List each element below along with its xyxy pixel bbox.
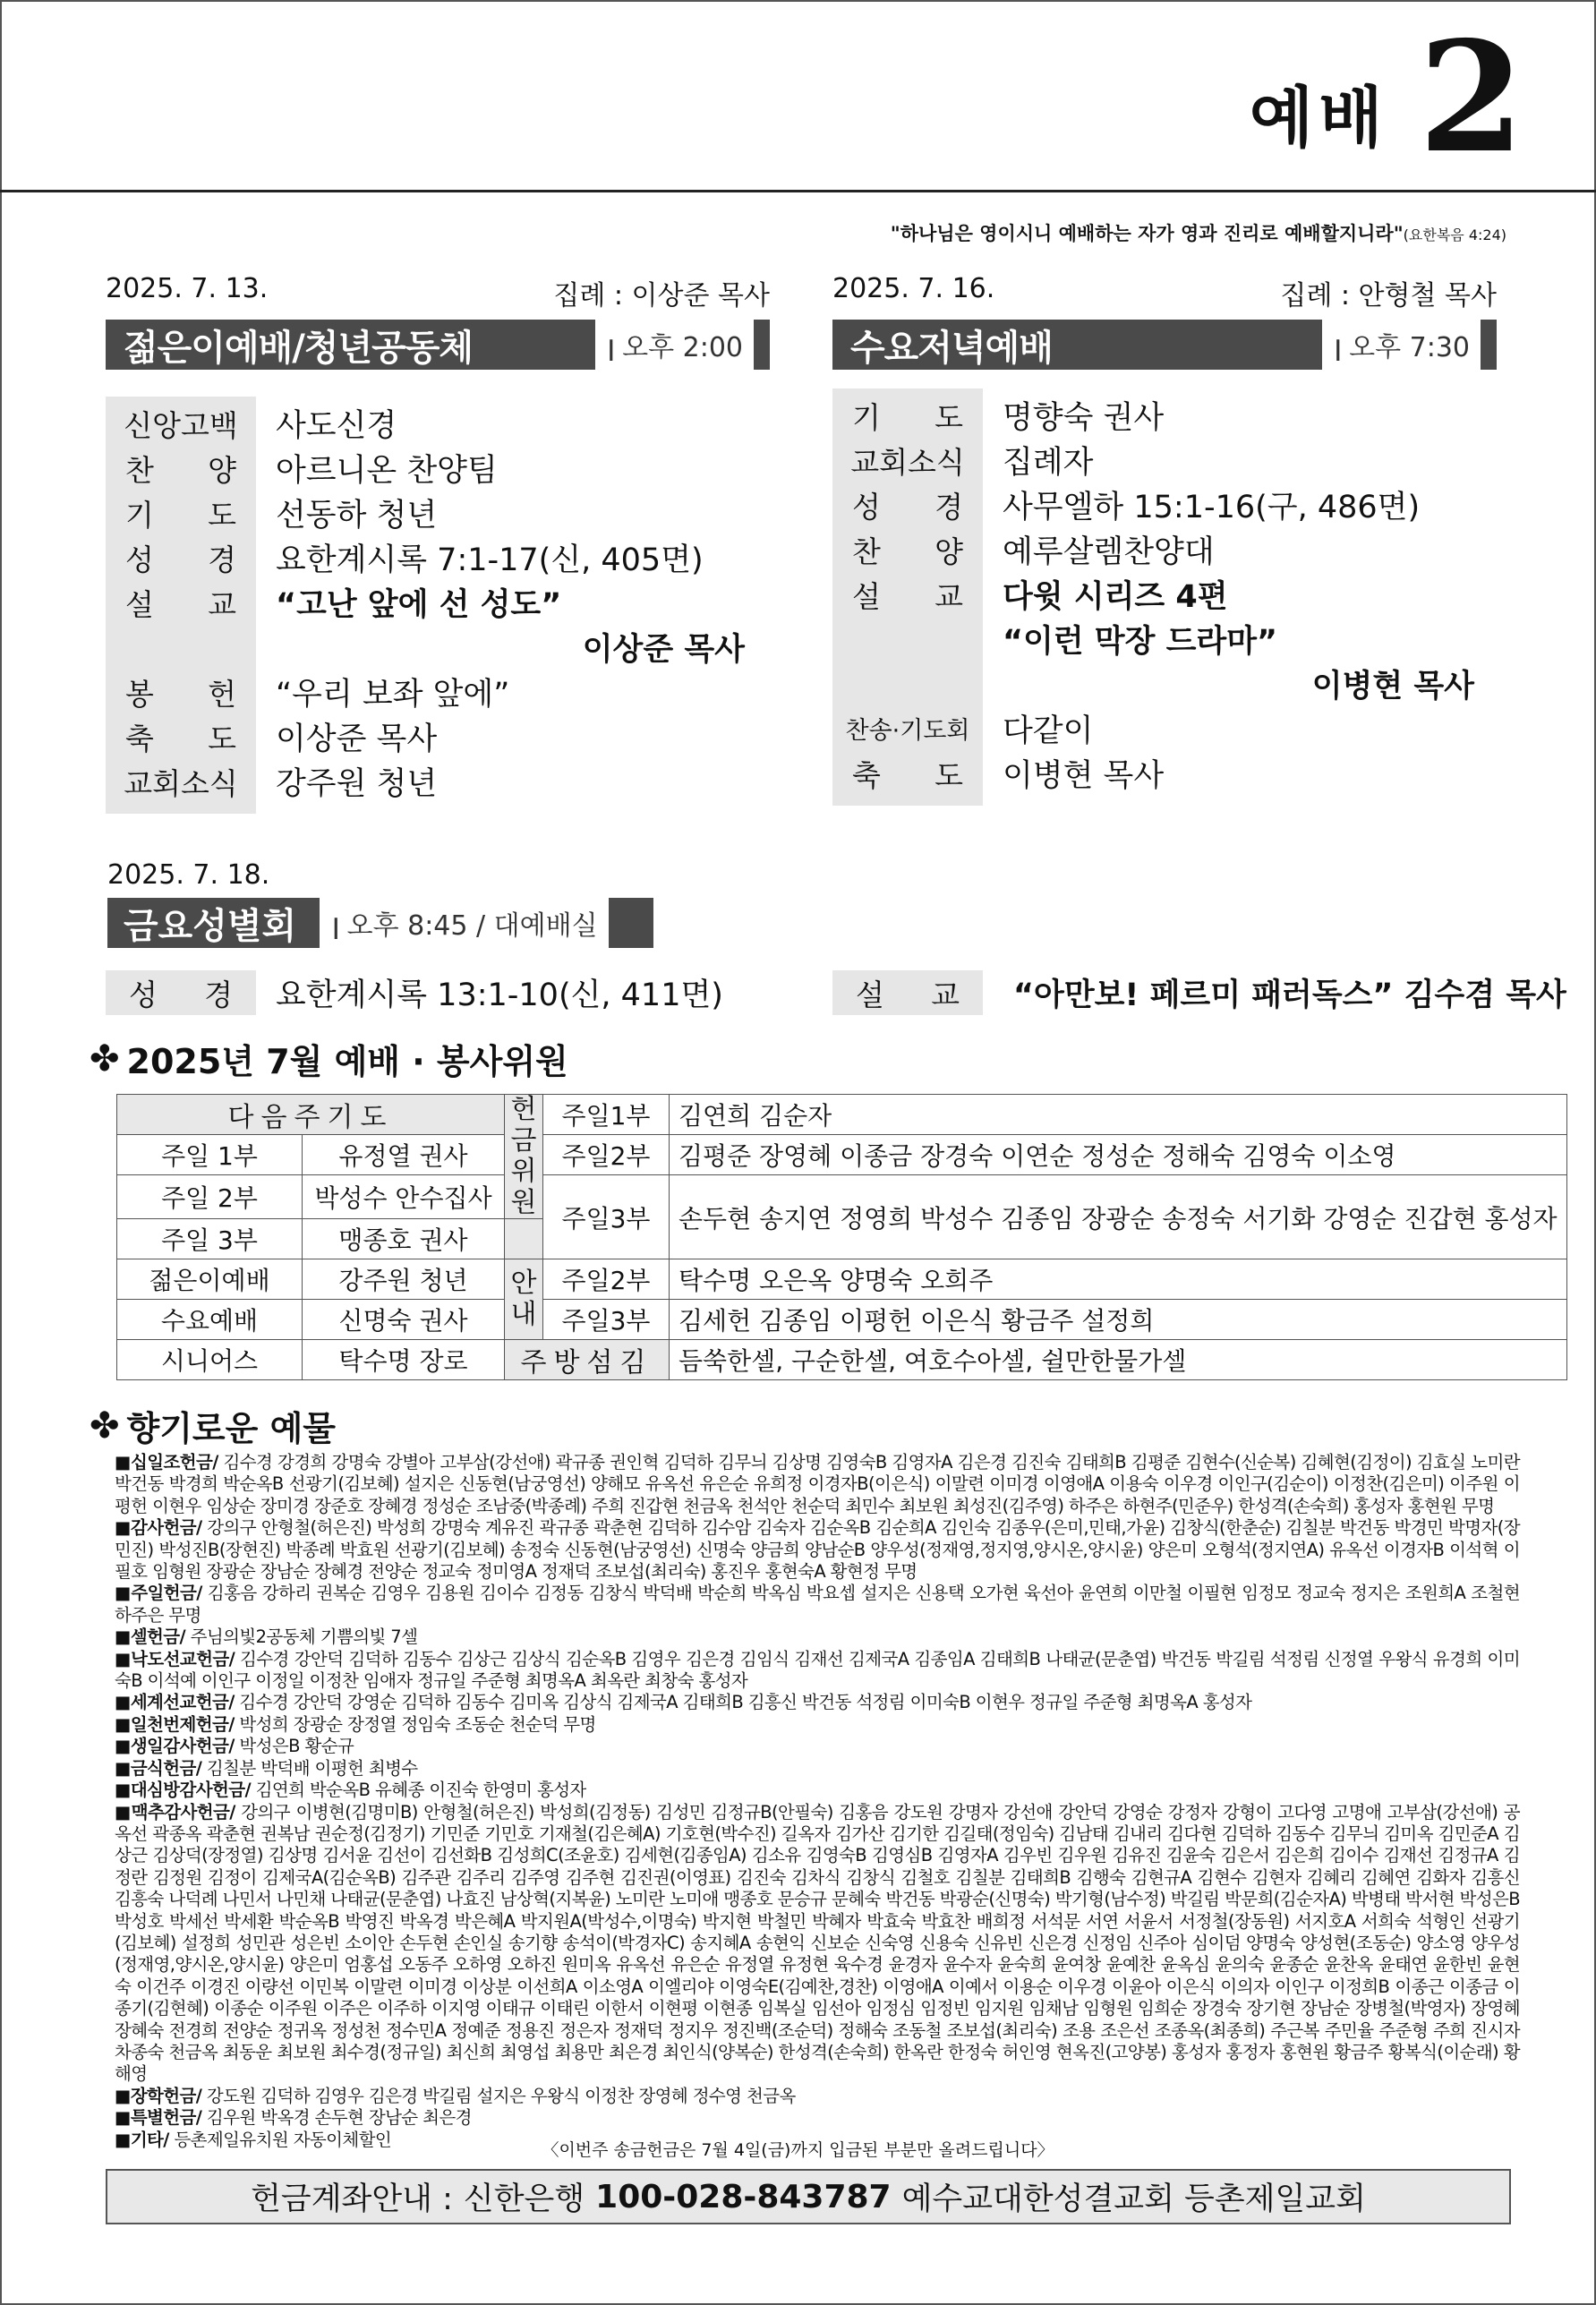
- duty-service: 주일1부: [543, 1095, 670, 1135]
- offering-list: [115, 1452, 1520, 2151]
- label-news: 교회소식: [124, 766, 238, 801]
- order-value: 사무엘하 15:1-16(구, 486면): [1003, 490, 1421, 525]
- wednesday-time: ┃ 오후 7:30: [1322, 320, 1481, 370]
- offering-group: [115, 1692, 1520, 1713]
- group-names: 김연희 박순옥B 유혜종 이진숙 한영미 홍성자: [255, 1780, 586, 1801]
- friday-title-bar: [107, 898, 653, 948]
- duty-people: 김세헌 김종임 이평헌 이은식 황금주 설정희: [670, 1300, 1567, 1340]
- group-names: 박성은B 황순규: [239, 1736, 354, 1757]
- prayer-service: 수요예배: [117, 1300, 303, 1340]
- sunday-order-labels: [106, 397, 256, 814]
- duty-table: [116, 1094, 1567, 1380]
- offering-group: [115, 1736, 1520, 1757]
- duty-title: 2025년 7월 예배 · 봉사위원: [126, 1042, 568, 1081]
- friday-time: ┃ 오후 8:45 / 대예배실: [320, 898, 608, 948]
- duty-service: 주일2부: [543, 1259, 670, 1300]
- friday-scripture: [106, 970, 723, 1015]
- sermon-title: “이런 막장 드라마”: [1003, 624, 1278, 660]
- wednesday-order-values: [983, 388, 1499, 806]
- wednesday-leader: 집례 : 안형철 목사: [1280, 280, 1497, 312]
- usher-label: 안 내: [505, 1259, 543, 1340]
- friday-name: 금요성별회: [124, 905, 297, 947]
- account-number: 100-028-843787: [595, 2178, 892, 2215]
- offering-group: [115, 2086, 1520, 2107]
- label-prayer: 기 도: [852, 400, 963, 435]
- sermon-series: 다윗 시리즈 4편: [1003, 579, 1228, 615]
- order-value: 집례자: [1003, 445, 1094, 481]
- sermon-title: “고난 앞에 선 성도”: [276, 587, 562, 623]
- label-sermon: 설 교: [852, 579, 963, 614]
- duty-service: 주일2부: [543, 1135, 670, 1175]
- group-names: 강의구 안형철(허은진) 박성희 강명숙 계유진 곽규종 곽춘현 김덕하 김수암 김숙자 김순옥B 김순희A 김인숙 김종우(은미,민태,가윤) 김창식(한춘순) 김칠분 박건동 박경민 박명자(장민진) 박성진B(장현진) 박종례 박효원 선광기(김보혜) 송정숙 신동현(남궁영선) 신명숙 양금희 양남순B 양우성(정재영,정지영,양시온,양시윤) 양은미 오형석(정지연A) 유옥선 이경자B 이석혁 이필호 임형원 장광순 장남순 장혜경 전양순 정교숙 정미영A 정재덕 조보섭(최리숙) 홍진우 홍현숙A 황현정 무명: [115, 1517, 1520, 1583]
- group-names: 박성희 장광순 장정열 정임숙 조동순 천순덕 무명: [239, 1713, 596, 1735]
- group-label: ■금식헌금/: [115, 1757, 202, 1779]
- page-title: [1249, 8, 1524, 187]
- kitchen-label: 주방섬김: [505, 1340, 670, 1380]
- group-names: 주님의빛2공동체 기쁨의빛 7셀: [190, 1626, 418, 1648]
- prayer-person: 유정열 권사: [303, 1135, 505, 1175]
- group-names: 김우원 박옥경 손두현 장남순 최은경: [206, 2107, 472, 2129]
- label-blank: [832, 619, 983, 664]
- sermon-preacher: 이병현 목사: [1311, 669, 1474, 704]
- verse-ref: (요한복음 4:24): [1403, 226, 1506, 243]
- group-names: 김칠분 박덕배 이평헌 최병수: [206, 1757, 418, 1779]
- offering-group: [115, 1780, 1520, 1801]
- clover-icon: ✤: [90, 1404, 120, 1447]
- prayer-header: 다음주기도: [117, 1095, 505, 1135]
- group-names: 김수경 강안덕 김덕하 김동수 김상근 김상식 김순옥B 김영우 김은경 김임식 김재선 김제국A 김종임A 김태희B 나태균(문춘엽) 박건동 박길림 석정림 신정열 우왕식 유경희 이미숙B 이석예 이인구 이정일 이정찬 임애자 정규일 주준형 최명옥A 최옥란 최창숙 홍성자: [115, 1648, 1520, 1692]
- offering-note: 〈이번주 송금헌금은 7월 4일(금)까지 입금된 부분만 올려드립니다〉: [542, 2140, 1054, 2160]
- order-value: 사도신경: [276, 408, 397, 444]
- label-blank: [106, 627, 256, 672]
- prayer-service: 주일 1부: [117, 1135, 303, 1175]
- duty-people: 김연희 김순자: [670, 1095, 1567, 1135]
- duty-section-title: [90, 1034, 568, 1083]
- prayer-service: 주일 2부: [117, 1175, 303, 1219]
- order-value: 예루살렘찬양대: [1003, 534, 1215, 570]
- offering-label: 헌 금 위 원: [505, 1095, 543, 1219]
- offering-group: [115, 1583, 1520, 1626]
- order-value: “우리 보좌 앞에”: [276, 677, 510, 713]
- duty-people: 탁수명 오은옥 양명숙 오희주: [670, 1259, 1567, 1300]
- label-praise: 찬 양: [125, 453, 236, 488]
- page-number: 2: [1418, 8, 1524, 187]
- label-benediction: 축 도: [852, 758, 963, 793]
- sunday-title-bar: [106, 320, 770, 370]
- group-names: 강의구 이병현(김명미B) 안형철(허은진) 박성희(김정동) 김성민 김정규B(안필숙) 김홍음 강도원 강명자 강선애 강안덕 강영순 강정자 강형이 고다영 고명애 고부삼(강선애) 공옥선 곽종옥 곽춘현 권복남 권순정(김정기) 기민준 기민호 기재철(김은혜A) 기호현(박수진) 길옥자 김가산 김기한 김길태(정임숙) 김남태 김내리 김다현 김덕하 김동수 김무늬 김미옥 김민준A 김상근 김상덕(장정열) 김상명 김서윤 김선이 김선화B 김성희C(조윤호) 김세현(김종임A) 김소유 김영숙B 김영심B 김영자A 김우빈 김우원 김유진 김윤숙 김은서 김은희 김이수 김재선 김정규A 김정란 김정원 김정이 김제국A(김순옥B) 김주관 김주리 김주영 김주현 김진권(이영표) 김진숙 김차식 김창식 김철호 김칠분 김태희B 김행숙 김현규A 김현수 김현자 김혜리 김혜연 김화자 김흥신 김흥숙 나덕례 나민서 나민채 나태균(문춘엽) 나효진 남상혁(지복윤) 노미란 노미애 맹종호 문승규 문혜숙 박건동 박광순(신명숙) 박기형(남수정) 박길림 박문희(김순자A) 박병태 박서현 박성은B 박성호 박세선 박세환 박순옥B 박영진 박옥경 박은혜A 박지원A(박성수,이명숙) 박지현 박철민 박혜자 박효숙 박효찬 배희정 서석문 서연 서윤서 서정철(장동원) 서지호A 서희숙 석형인 선광기(김보혜) 설정희 성민관 성은빈 소이안 손두현 손인실 송기향 송석이(박경자C) 송지혜A 송현익 신보순 신숙영 신용숙 신유빈 신은경 신정임 신주아 심이덤 양명숙 양성현(조동순) 양소영 양우성(정재영,양시온,양시윤) 양은미 엄홍섭 오동주 오하영 오하진 원미옥 유옥선 유은순 유정열 유정현 육수경 윤경자 윤수자 윤숙희 윤여창 윤예찬 윤옥심 윤의숙 윤종순 윤찬옥 윤태연 윤한빈 윤현숙 이건주 이경진 이량선 이민복 이말련 이미경 이상분 이선희A 이소영A 이엘리야 이영숙E(김예찬,경찬) 이영애A 이예서 이용순 이우경 이윤아 이은식 이의자 이인구 이정희B 이종근 이종금 이종기(김현혜) 이종순 이주원 이주은 이주하 이지영 이태규 이태린 이한서 이현평 이현종 임복실 임선아 임정심 임정빈 임지원 임채남 임형원 임희순 장경숙 장기현 장남순 장병철(박영자) 장영혜 장혜숙 전경희 전양순 정귀옥 정성천 정수민A 정예준 정용진 정은자 정재덕 정지우 정진백(조순덕) 정해숙 조동철 조보섭(최리숙) 조용 조은선 조종옥(최종희) 주근복 주민율 주준형 주희 진시자 차종숙 천금옥 최동운 최보원 최수경(정규일) 최신희 최영섭 최용만 최은경 최인식(양복순) 한성격(손숙희) 한옥란 한정숙 허인영 현옥진(고양봉) 홍성자 홍정자 홍현원 황금주 황복식(이순래) 황해영: [115, 1801, 1520, 2085]
- wednesday-title-bar: [832, 320, 1497, 370]
- prayer-service: 시니어스: [117, 1340, 303, 1380]
- group-label: ■기타/: [115, 2129, 169, 2150]
- order-value: 아르니온 찬양팀: [276, 453, 498, 489]
- sunday-service: [106, 273, 770, 370]
- label-sermon: 설 교: [125, 587, 236, 622]
- duty-people: 손두현 송지연 정영희 박성수 김종임 장광순 송정숙 서기화 강영순 진갑현 홍성자: [670, 1175, 1567, 1259]
- label-news: 교회소식: [850, 445, 965, 480]
- offering-group: [115, 1452, 1520, 1517]
- wednesday-service: [832, 273, 1497, 370]
- order-value: 이병현 목사: [1003, 758, 1165, 794]
- label-scripture: 성 경: [852, 490, 963, 525]
- order-value: 강주원 청년: [276, 766, 438, 802]
- group-names: 김수경 강안덕 강영순 김덕하 김동수 김미옥 김상식 김제국A 김태희B 김흥신 박건동 석정림 이미숙B 이현우 정규일 주준형 최명옥A 홍성자: [239, 1692, 1252, 1713]
- group-names: 김수경 강경희 강명숙 강별아 고부삼(강선애) 곽규종 권인혁 김덕하 김무늬 김상명 김영숙B 김영자A 김은경 김진숙 김태희B 김평준 김현수(신순복) 김혜현(김정이) 김효실 노미란 박건동 박경희 박순옥B 선광기(김보혜) 설지은 신동현(남궁영선) 양해모 유옥선 유은순 유희정 이경자B(이은식) 이말련 이미경 이영애A 이용숙 이우경 이인구(김순이) 이정찬(김은미) 이주원 이평헌 이현우 임상순 장미경 장준호 장혜경 정성순 조남중(박종례) 주희 진갑현 천금옥 천석안 천순덕 최민수 최보원 최성진(김주영) 하주은 하현주(민준우) 한성격(손숙희) 홍성자 홍현원 무명: [115, 1452, 1520, 1516]
- group-label: ■세계선교헌금/: [115, 1692, 235, 1713]
- order-value: 다같이: [1003, 713, 1094, 749]
- sunday-leader: 집례 : 이상준 목사: [553, 280, 770, 312]
- group-label: ■낙도선교헌금/: [115, 1648, 235, 1669]
- header-rule: [0, 190, 1596, 192]
- sermon-preacher: 이상준 목사: [582, 632, 745, 668]
- page-title-word: 예배: [1249, 80, 1388, 158]
- account-bank: 신한은행: [463, 2181, 585, 2217]
- offering-group: [115, 2107, 1520, 2129]
- group-names: 등촌제일유치원 자동이체할인: [174, 2129, 392, 2150]
- sunday-order-values: [256, 397, 770, 814]
- group-label: ■십일조헌금/: [115, 1452, 218, 1473]
- offering-label-tail: [505, 1219, 543, 1259]
- order-value: 이상준 목사: [276, 721, 438, 757]
- label-benediction: 축 도: [125, 721, 236, 756]
- prayer-person: 신명숙 권사: [303, 1300, 505, 1340]
- offering-group: [115, 1649, 1520, 1693]
- group-label: ■생일감사헌금/: [115, 1736, 235, 1757]
- offering-title: 향기로운 예물: [126, 1409, 336, 1448]
- offering-group: [115, 1626, 1520, 1648]
- group-names: 강도원 김덕하 김영우 김은경 박길림 설지은 우왕식 이정찬 장영혜 정수영 천금옥: [206, 2085, 796, 2106]
- group-label: ■특별헌금/: [115, 2107, 202, 2129]
- friday-scripture-value: 요한계시록 13:1-10(신, 411면): [276, 977, 723, 1013]
- group-label: ■감사헌금/: [115, 1517, 202, 1539]
- order-value: 명향숙 권사: [1003, 400, 1165, 436]
- offering-section-title: [90, 1401, 336, 1450]
- account-label: 헌금계좌안내 :: [251, 2181, 453, 2217]
- prayer-service: 주일 3부: [117, 1219, 303, 1259]
- sunday-name: 젊은이예배/청년공동체: [124, 327, 474, 369]
- prayer-person: 강주원 청년: [303, 1259, 505, 1300]
- duty-service: 주일3부: [543, 1300, 670, 1340]
- account-holder: 예수교대한성결교회 등촌제일교회: [901, 2181, 1366, 2217]
- group-label: ■일천번제헌금/: [115, 1713, 235, 1735]
- offering-group: [115, 1802, 1520, 2086]
- label-praise: 찬 양: [852, 534, 963, 569]
- offering-group: [115, 1714, 1520, 1736]
- group-label: ■맥추감사헌금/: [115, 1801, 235, 1823]
- label-offering: 봉 헌: [125, 677, 236, 712]
- account-box: [106, 2169, 1511, 2224]
- wednesday-order-labels: [832, 388, 983, 806]
- friday-sermon: [832, 970, 1566, 1015]
- label-prayer: 기 도: [125, 498, 236, 533]
- sunday-time: ┃ 오후 2:00: [595, 320, 754, 370]
- friday-date: 2025. 7. 18.: [107, 859, 270, 891]
- sunday-order: [106, 397, 770, 814]
- kitchen-cells: 듬쑥한셀, 구순한셀, 여호수아셀, 쉴만한물가셀: [670, 1340, 1567, 1380]
- group-names: 김홍음 강하리 권복순 김영우 김용원 김이수 김정동 김창식 박덕배 박순희 박옥심 박요셉 설지은 신용택 오가현 육선아 윤연희 이만철 이필현 임정모 정교숙 정지은 조원희A 조철현 하주은 무명: [115, 1583, 1520, 1626]
- group-label: ■셀헌금/: [115, 1626, 186, 1648]
- wednesday-name: 수요저녁예배: [850, 327, 1053, 369]
- group-label: ■장학헌금/: [115, 2085, 202, 2106]
- wednesday-date: 2025. 7. 16.: [832, 273, 995, 304]
- duty-people: 김평준 장영혜 이종금 장경숙 이연순 정성순 정해숙 김영숙 이소영: [670, 1135, 1567, 1175]
- prayer-service: 젊은이예배: [117, 1259, 303, 1300]
- header-verse: [891, 219, 1506, 246]
- wednesday-order: [832, 388, 1499, 806]
- clover-icon: ✤: [90, 1037, 120, 1080]
- group-label: ■주일헌금/: [115, 1583, 202, 1604]
- label-confession: 신앙고백: [124, 408, 238, 443]
- prayer-person: 맹종호 권사: [303, 1219, 505, 1259]
- label-sermon: 설 교: [832, 970, 983, 1015]
- offering-group: [115, 1758, 1520, 1780]
- order-value: 요한계시록 7:1-17(신, 405면): [276, 542, 704, 578]
- order-value: 선동하 청년: [276, 498, 438, 534]
- friday-service: [107, 859, 644, 948]
- verse-text: "하나님은 영이시니 예배하는 자가 영과 진리로 예배할지니라": [890, 223, 1404, 244]
- friday-sermon-value: “아만보! 페르미 패러독스” 김수겸 목사: [1013, 977, 1566, 1013]
- label-scripture: 성 경: [106, 970, 256, 1015]
- label-scripture: 성 경: [125, 542, 236, 577]
- prayer-person: 탁수명 장로: [303, 1340, 505, 1380]
- label-hymn-prayer: 찬송·기도회: [845, 717, 970, 745]
- offering-group: [115, 1517, 1520, 1583]
- label-blank: [832, 664, 983, 709]
- prayer-person: 박성수 안수집사: [303, 1175, 505, 1219]
- sunday-date: 2025. 7. 13.: [106, 273, 269, 304]
- group-label: ■대심방감사헌금/: [115, 1780, 252, 1801]
- duty-service: 주일3부: [543, 1175, 670, 1259]
